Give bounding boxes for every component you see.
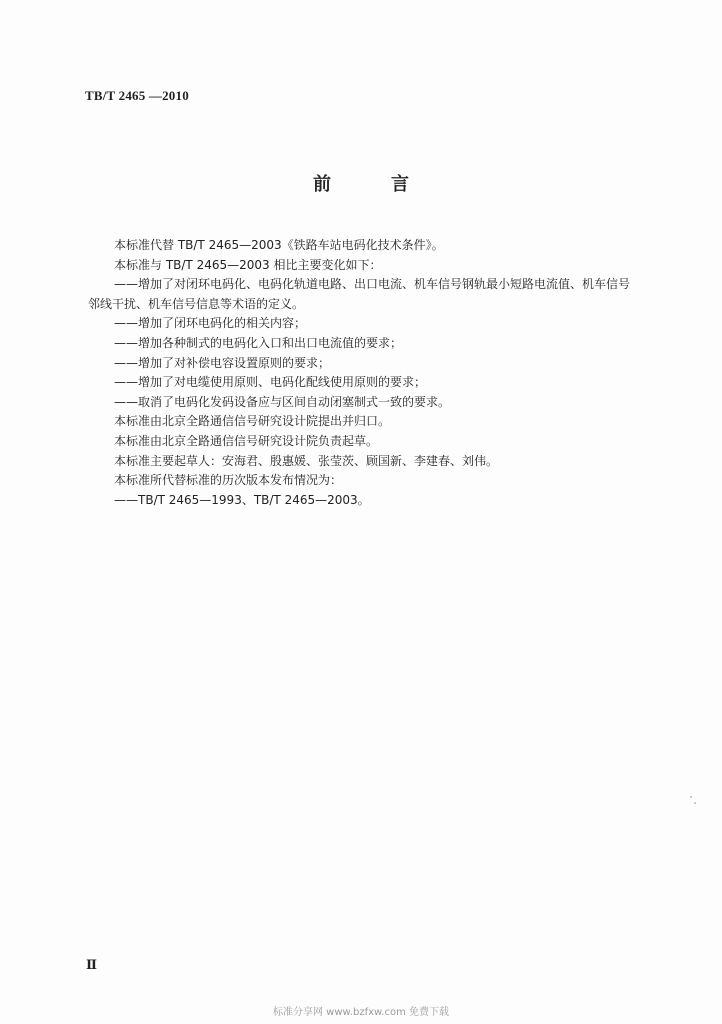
paragraph: 本标准由北京全路通信信号研究设计院提出并归口。 [114,414,391,429]
list-item: ——TB/T 2465—1993、TB/T 2465—2003。 [114,492,370,507]
list-item: ——增加了对补偿电容设置原则的要求； [114,355,331,370]
page-number: Ⅱ [86,957,97,972]
page-title [0,170,722,196]
scan-speck [690,796,692,798]
paragraph: 本标准与 TB/T 2465—2003 相比主要变化如下： [114,257,382,272]
paragraph: 本标准主要起草人：安海君、殷惠媛、张莹茨、顾国新、李建春、刘伟。 [114,453,499,468]
watermark: 标准分享网 www.bzfxw.com 免费下载 [273,1007,449,1018]
list-item: ——取消了电码化发码设备应与区间自动闭塞制式一致的要求。 [114,394,451,409]
list-item: ——增加了对电缆使用原则、电码化配线使用原则的要求； [114,375,427,390]
scan-speck [694,802,696,804]
list-item: ——增加了对闭环电码化、电码化轨道电路、出口电流、机车信号钢轨最小短路电流值、机车信号 [114,277,631,292]
title-part-1: 前 [313,174,331,195]
paragraph: 本标准所代替标准的历次版本发布情况为： [114,473,343,488]
foreword-body [88,236,658,510]
standard-code: TB/T 2465 —2010 [85,88,189,103]
title-part-2: 言 [391,174,409,195]
paragraph: 本标准由北京全路通信信号研究设计院负责起草。 [114,433,379,448]
list-item: ——增加各种制式的电码化入口和出口电流值的要求； [114,335,403,350]
list-item: ——增加了闭环电码化的相关内容； [114,316,307,331]
paragraph: 本标准代替 TB/T 2465—2003《铁路车站电码化技术条件》。 [114,238,444,252]
list-item-continuation: 邻线干扰、机车信号信息等术语的定义。 [88,296,305,311]
